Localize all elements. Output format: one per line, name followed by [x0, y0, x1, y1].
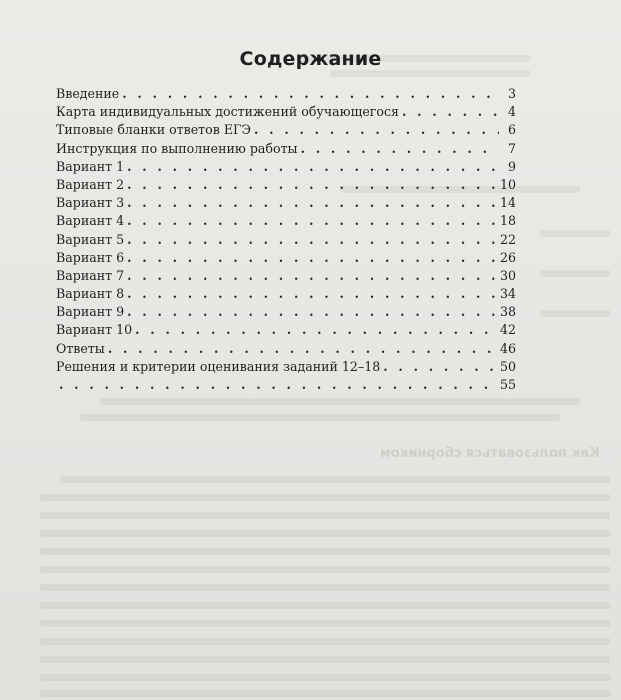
- bleed-through-line: [40, 602, 610, 609]
- toc-entry-label: Инструкция по выполнению работы: [56, 140, 298, 156]
- toc-entry-page: 26: [499, 249, 516, 265]
- toc-entry: [56, 140, 516, 158]
- toc-leader-dots: [127, 194, 497, 212]
- toc-leader-dots: [127, 267, 497, 285]
- bleed-through-line: [40, 566, 610, 573]
- toc-entry-label: Вариант 1: [56, 158, 125, 174]
- bleed-through-heading: Как пользоваться сборником: [380, 446, 600, 461]
- toc-leader-dots: [127, 285, 497, 303]
- bleed-through-line: [40, 530, 610, 537]
- toc-entry-label: Введение: [56, 86, 120, 101]
- toc-entry-page: 34: [499, 286, 516, 302]
- toc-leader-dots: [254, 121, 499, 139]
- toc-entry-page: 7: [507, 140, 516, 156]
- bleed-through-line: [60, 476, 610, 483]
- toc-leader-dots: [127, 176, 497, 194]
- toc-entry: [56, 158, 516, 176]
- toc-entry: [56, 231, 516, 249]
- bleed-through-line: [40, 512, 610, 519]
- toc-entry: [56, 321, 516, 339]
- toc-entry-page: 55: [499, 377, 516, 392]
- toc-leader-dots: [127, 249, 497, 267]
- bleed-through-line: [100, 398, 580, 405]
- toc-leader-dots: [127, 231, 497, 249]
- toc-entry: [56, 121, 516, 139]
- bleed-through-line: [540, 310, 610, 317]
- toc-entry-page: 38: [499, 304, 516, 320]
- toc-entry-page: 4: [507, 104, 516, 120]
- toc-entry-page: 18: [499, 213, 516, 229]
- toc-leader-dots: [108, 340, 497, 358]
- bleed-through-line: [540, 230, 610, 237]
- toc-entry-label: Вариант 7: [56, 267, 125, 283]
- toc-entry-label: Карта индивидуальных достижений обучающегося: [56, 104, 399, 120]
- toc-entry: [56, 340, 516, 358]
- toc-entry-label: Вариант 10: [56, 322, 133, 338]
- toc-entry-page: 3: [507, 86, 516, 101]
- bleed-through-line: [540, 270, 610, 277]
- toc-entry-page: 22: [499, 231, 516, 247]
- toc-entry-label: Решения и критерии оценивания заданий 12–18: [56, 358, 381, 374]
- toc-leader-dots: [301, 140, 499, 158]
- toc-leader-dots: [122, 85, 499, 103]
- toc-entry: [56, 176, 516, 194]
- toc-entry-page: 14: [499, 195, 516, 211]
- toc-entry-label: Типовые бланки ответов ЕГЭ: [56, 122, 251, 138]
- toc-entry-page: 30: [499, 267, 516, 283]
- toc-entry-label: Вариант 4: [56, 213, 125, 229]
- toc-entry-label: Ответы: [56, 340, 105, 356]
- bleed-through-line: [80, 414, 560, 421]
- toc-entry-label: Вариант 9: [56, 304, 125, 320]
- toc-entry-page: 46: [499, 340, 516, 356]
- toc-entry-page: 42: [499, 322, 516, 338]
- bleed-through-line: [40, 690, 610, 697]
- toc-entry-label: Вариант 2: [56, 176, 125, 192]
- bleed-through-line: [40, 548, 610, 555]
- toc-entry-label: Вариант 6: [56, 249, 125, 265]
- toc-leader-dots: [135, 321, 497, 339]
- bleed-through-line: [40, 584, 610, 591]
- toc-leader-dots: [127, 158, 499, 176]
- bleed-through-line: [40, 494, 610, 501]
- toc-entry-page: 50: [499, 358, 516, 374]
- toc-entry: [56, 303, 516, 321]
- toc-leader-dots: [127, 303, 497, 321]
- toc-entry: [56, 85, 516, 103]
- toc-entry-page: 9: [507, 158, 516, 174]
- bleed-through-line: [330, 70, 530, 77]
- toc-entry-label: Вариант 5: [56, 231, 125, 247]
- toc-leader-dots: [383, 358, 497, 376]
- toc-entry-page: 6: [507, 122, 516, 138]
- bleed-through-line: [40, 656, 610, 663]
- table-of-contents: [56, 85, 516, 394]
- toc-entry: [56, 194, 516, 212]
- toc-entry-label: Вариант 3: [56, 195, 125, 211]
- toc-leader-dots: [127, 212, 497, 230]
- toc-leader-dots: [402, 103, 499, 121]
- toc-entry: [56, 358, 516, 376]
- toc-entry: [56, 376, 516, 394]
- bleed-through-line: [40, 620, 610, 627]
- toc-leader-dots: [59, 376, 497, 394]
- toc-entry: [56, 103, 516, 121]
- toc-entry: [56, 267, 516, 285]
- toc-entry-page: 10: [499, 176, 516, 192]
- page-title: Содержание: [239, 48, 382, 70]
- toc-entry: [56, 212, 516, 230]
- toc-entry: [56, 285, 516, 303]
- bleed-through-line: [40, 674, 610, 681]
- toc-entry: [56, 249, 516, 267]
- toc-entry-label: Вариант 8: [56, 286, 125, 302]
- bleed-through-line: [40, 638, 610, 645]
